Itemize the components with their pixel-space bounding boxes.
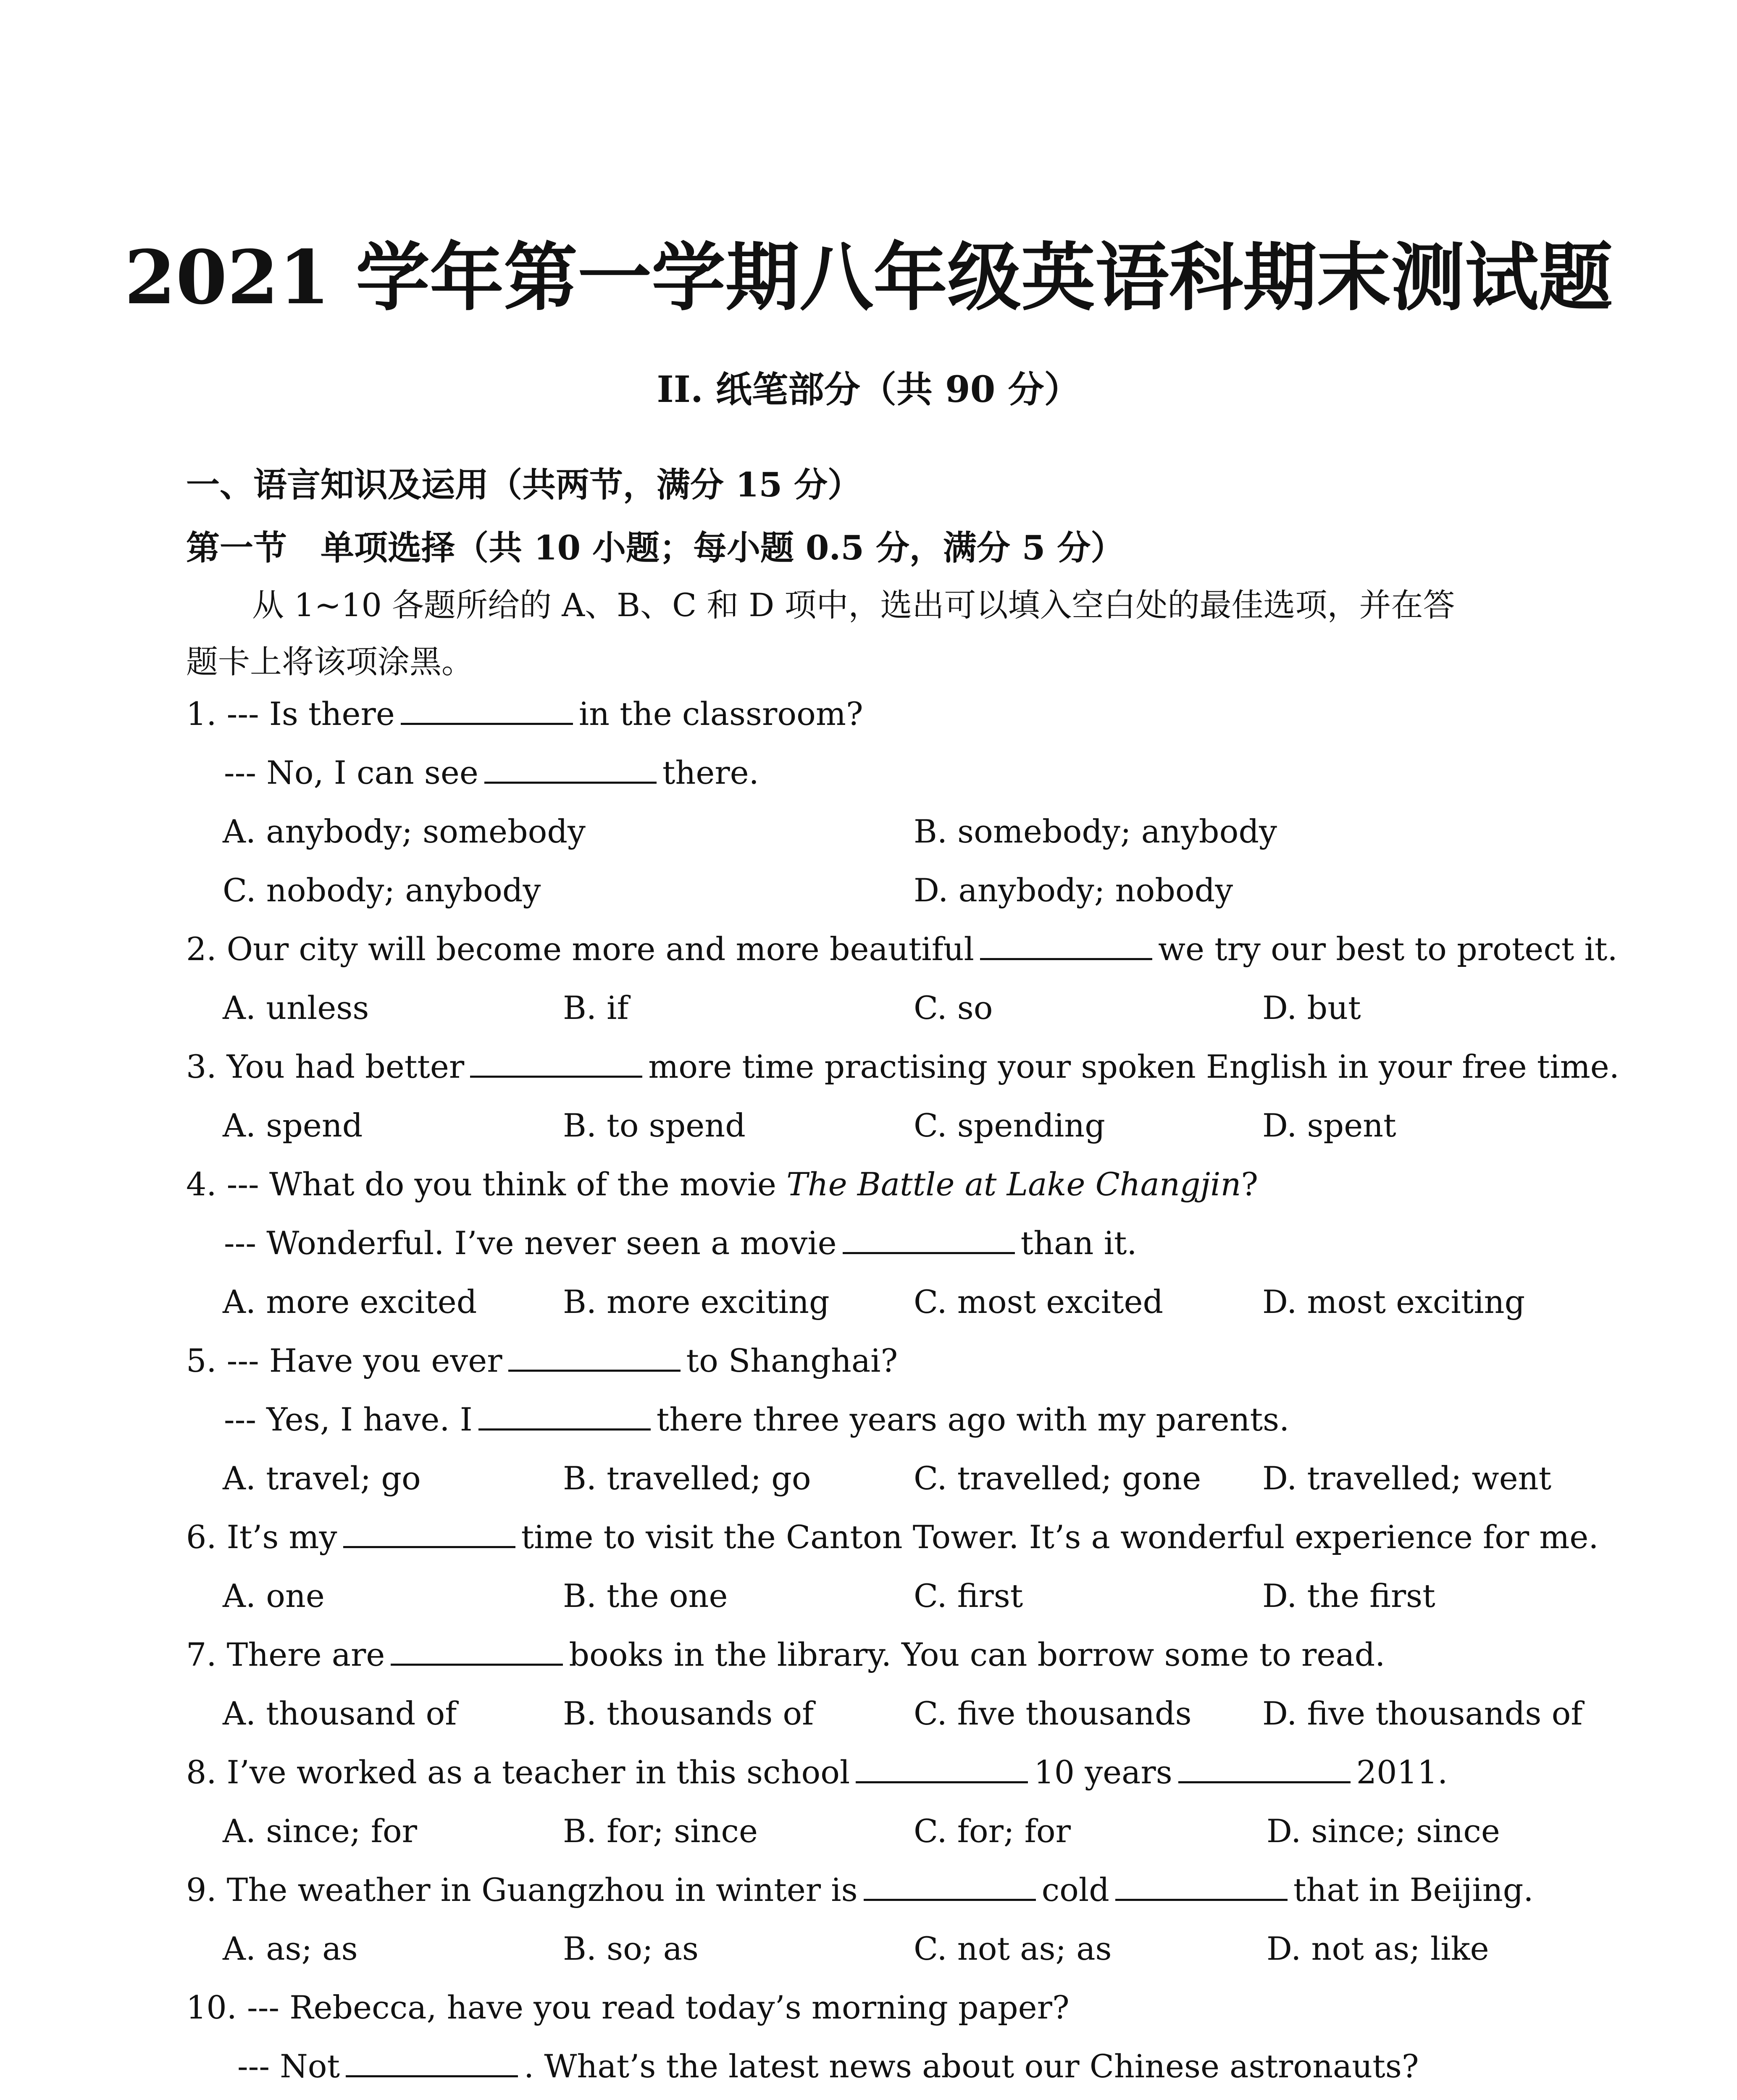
answer-blank	[864, 1872, 1036, 1901]
q2-option-b: B. if	[563, 989, 629, 1026]
question-7: 7. There are books in the library. You can borrow some to read.	[186, 1636, 1385, 1673]
part1-heading: 一、语言知识及运用（共两节，满分 15 分）	[186, 465, 862, 504]
q6-option-a: A. one	[223, 1577, 325, 1614]
page-subtitle: II. 纸笔部分（共 90 分）	[657, 368, 1080, 411]
q4-option-d: D. most exciting	[1262, 1283, 1525, 1320]
q6-option-d: D. the first	[1262, 1577, 1435, 1614]
answer-blank	[843, 1225, 1015, 1254]
question-5-line-1: 5. --- Have you ever to Shanghai?	[186, 1342, 898, 1379]
answer-blank	[391, 1637, 563, 1666]
answer-blank	[508, 1343, 681, 1372]
question-1-line-2: --- No, I can see there.	[224, 754, 759, 791]
question-10-line-1: 10. --- Rebecca, have you read today’s morning paper?	[186, 1989, 1070, 2026]
q3-option-c: C. spending	[914, 1107, 1105, 1144]
q2-option-c: C. so	[914, 989, 993, 1026]
answer-blank	[1178, 1754, 1351, 1783]
q2-option-a: A. unless	[223, 989, 369, 1026]
question-2: 2. Our city will become more and more beautiful we try our best to protect it.	[186, 930, 1618, 968]
q7-option-b: B. thousands of	[563, 1695, 814, 1732]
question-4-line-2: --- Wonderful. I’ve never seen a movie than it.	[224, 1224, 1137, 1262]
q4-option-a: A. more excited	[223, 1283, 477, 1320]
answer-blank	[401, 696, 573, 725]
q1-option-d: D. anybody; nobody	[914, 872, 1233, 909]
question-1-line-1: 1. --- Is there in the classroom?	[186, 695, 863, 732]
q5-option-d: D. travelled; went	[1262, 1460, 1552, 1497]
q1-option-c: C. nobody; anybody	[223, 872, 541, 909]
q9-option-c: C. not as; as	[914, 1930, 1112, 1967]
answer-blank	[343, 1519, 515, 1548]
q7-option-a: A. thousand of	[223, 1695, 457, 1732]
answer-blank	[478, 1402, 651, 1431]
q7-option-c: C. five thousands	[914, 1695, 1192, 1732]
section1-heading: 第一节 单项选择（共 10 小题；每小题 0.5 分，满分 5 分）	[186, 528, 1125, 567]
movie-title: The Battle at Lake Changjin	[786, 1166, 1241, 1203]
q8-option-d: D. since; since	[1267, 1812, 1500, 1850]
q1-option-a: A. anybody; somebody	[223, 813, 586, 850]
q3-option-a: A. spend	[223, 1107, 363, 1144]
answer-blank	[346, 2048, 518, 2077]
q4-option-c: C. most excited	[914, 1283, 1164, 1320]
question-9: 9. The weather in Guangzhou in winter is cold that in Beijing.	[186, 1871, 1534, 1908]
question-5-line-2: --- Yes, I have. I there three years ago with my parents.	[224, 1401, 1290, 1438]
instruction-line-2: 题卡上将该项涂黑。	[186, 643, 473, 680]
question-3: 3. You had better more time practising your spoken English in your free time.	[186, 1048, 1619, 1085]
page-title: 2021 学年第一学期八年级英语科期末测试题	[124, 234, 1613, 321]
q9-option-b: B. so; as	[563, 1930, 699, 1967]
question-4-line-1: 4. --- What do you think of the movie The Battle at Lake Changjin?	[186, 1166, 1259, 1203]
q5-option-c: C. travelled; gone	[914, 1460, 1201, 1497]
q8-option-b: B. for; since	[563, 1812, 758, 1850]
q7-option-d: D. five thousands of	[1262, 1695, 1583, 1732]
q4-option-b: B. more exciting	[563, 1283, 830, 1320]
answer-blank	[856, 1754, 1028, 1783]
q9-option-d: D. not as; like	[1267, 1930, 1489, 1967]
answer-blank	[470, 1049, 642, 1078]
q8-option-c: C. for; for	[914, 1812, 1071, 1850]
answer-blank	[1115, 1872, 1288, 1901]
question-10-line-2: --- Not . What’s the latest news about our Chinese astronauts?	[237, 2048, 1419, 2085]
answer-blank	[484, 755, 657, 784]
q2-option-d: D. but	[1262, 989, 1361, 1026]
answer-blank	[980, 931, 1152, 960]
q8-option-a: A. since; for	[223, 1812, 417, 1850]
q9-option-a: A. as; as	[223, 1930, 358, 1967]
question-6: 6. It’s my time to visit the Canton Tower. It’s a wonderful experience for me.	[186, 1518, 1599, 1556]
q6-option-b: B. the one	[563, 1577, 728, 1614]
instruction-line-1: 从 1~10 各题所给的 A、B、C 和 D 项中，选出可以填入空白处的最佳选项，并在答	[252, 586, 1455, 624]
q3-option-b: B. to spend	[563, 1107, 746, 1144]
q6-option-c: C. first	[914, 1577, 1023, 1614]
q1-option-b: B. somebody; anybody	[914, 813, 1277, 850]
q5-option-a: A. travel; go	[223, 1460, 421, 1497]
question-8: 8. I’ve worked as a teacher in this school 10 years 2011.	[186, 1754, 1448, 1791]
q5-option-b: B. travelled; go	[563, 1460, 811, 1497]
q3-option-d: D. spent	[1262, 1107, 1396, 1144]
